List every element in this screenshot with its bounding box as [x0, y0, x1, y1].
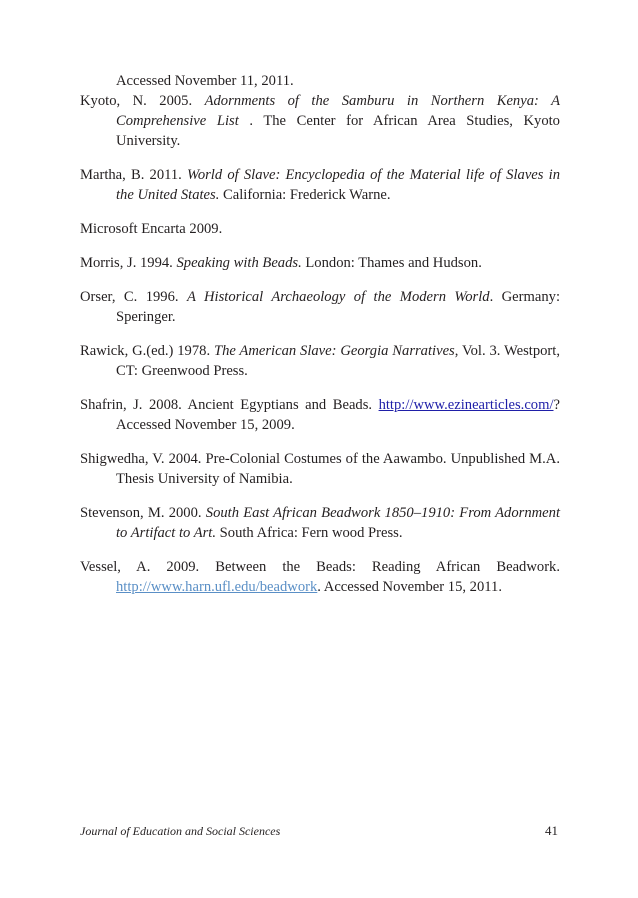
ezinearticles-link[interactable]: http://www.ezinearticles.com/ [378, 397, 554, 413]
reference-martha: Martha, B. 2011. World of Slave: Encyclopedia of the Material life of Slaves in the United States. California: Frederick Warne. [80, 167, 560, 203]
reference-encarta: Microsoft Encarta 2009. [80, 221, 223, 237]
reference-continuation: Accessed November 11, 2011. [116, 73, 294, 89]
reference-shigwedha: Shigwedha, V. 2004. Pre-Colonial Costumes of the Aawambo. Unpublished M.A. Thesis University of Namibia. [80, 451, 560, 487]
reference-vessel: Vessel, A. 2009. Between the Beads: Reading African Beadwork. http://www.harn.ufl.edu/beadwork. Accessed November 15, 2011. [80, 559, 560, 595]
reference-stevenson: Stevenson, M. 2000. South East African Beadwork 1850–1910: From Adornment to Artifact to Art. South Africa: Fern wood Press. [80, 505, 560, 541]
harn-beadwork-link[interactable]: http://www.harn.ufl.edu/beadwork [116, 579, 318, 595]
reference-rawick: Rawick, G.(ed.) 1978. The American Slave: Georgia Narratives, Vol. 3. Westport, CT: Greenwood Press. [80, 343, 560, 379]
reference-kyoto: Kyoto, N. 2005. Adornments of the Samburu in Northern Kenya: A Comprehensive List . The Center for African Area Studies, Kyoto University. [80, 93, 560, 149]
journal-title: Journal of Education and Social Sciences [80, 824, 281, 838]
reference-morris: Morris, J. 1994. Speaking with Beads. London: Thames and Hudson. [80, 255, 482, 271]
reference-orser: Orser, C. 1996. A Historical Archaeology of the Modern World. Germany: Speringer. [80, 289, 560, 325]
page-number: 41 [545, 823, 558, 838]
reference-shafrin: Shafrin, J. 2008. Ancient Egyptians and Beads. http://www.ezinearticles.com/? Accessed November 15, 2009. [80, 397, 560, 433]
reference-list [80, 71, 560, 611]
